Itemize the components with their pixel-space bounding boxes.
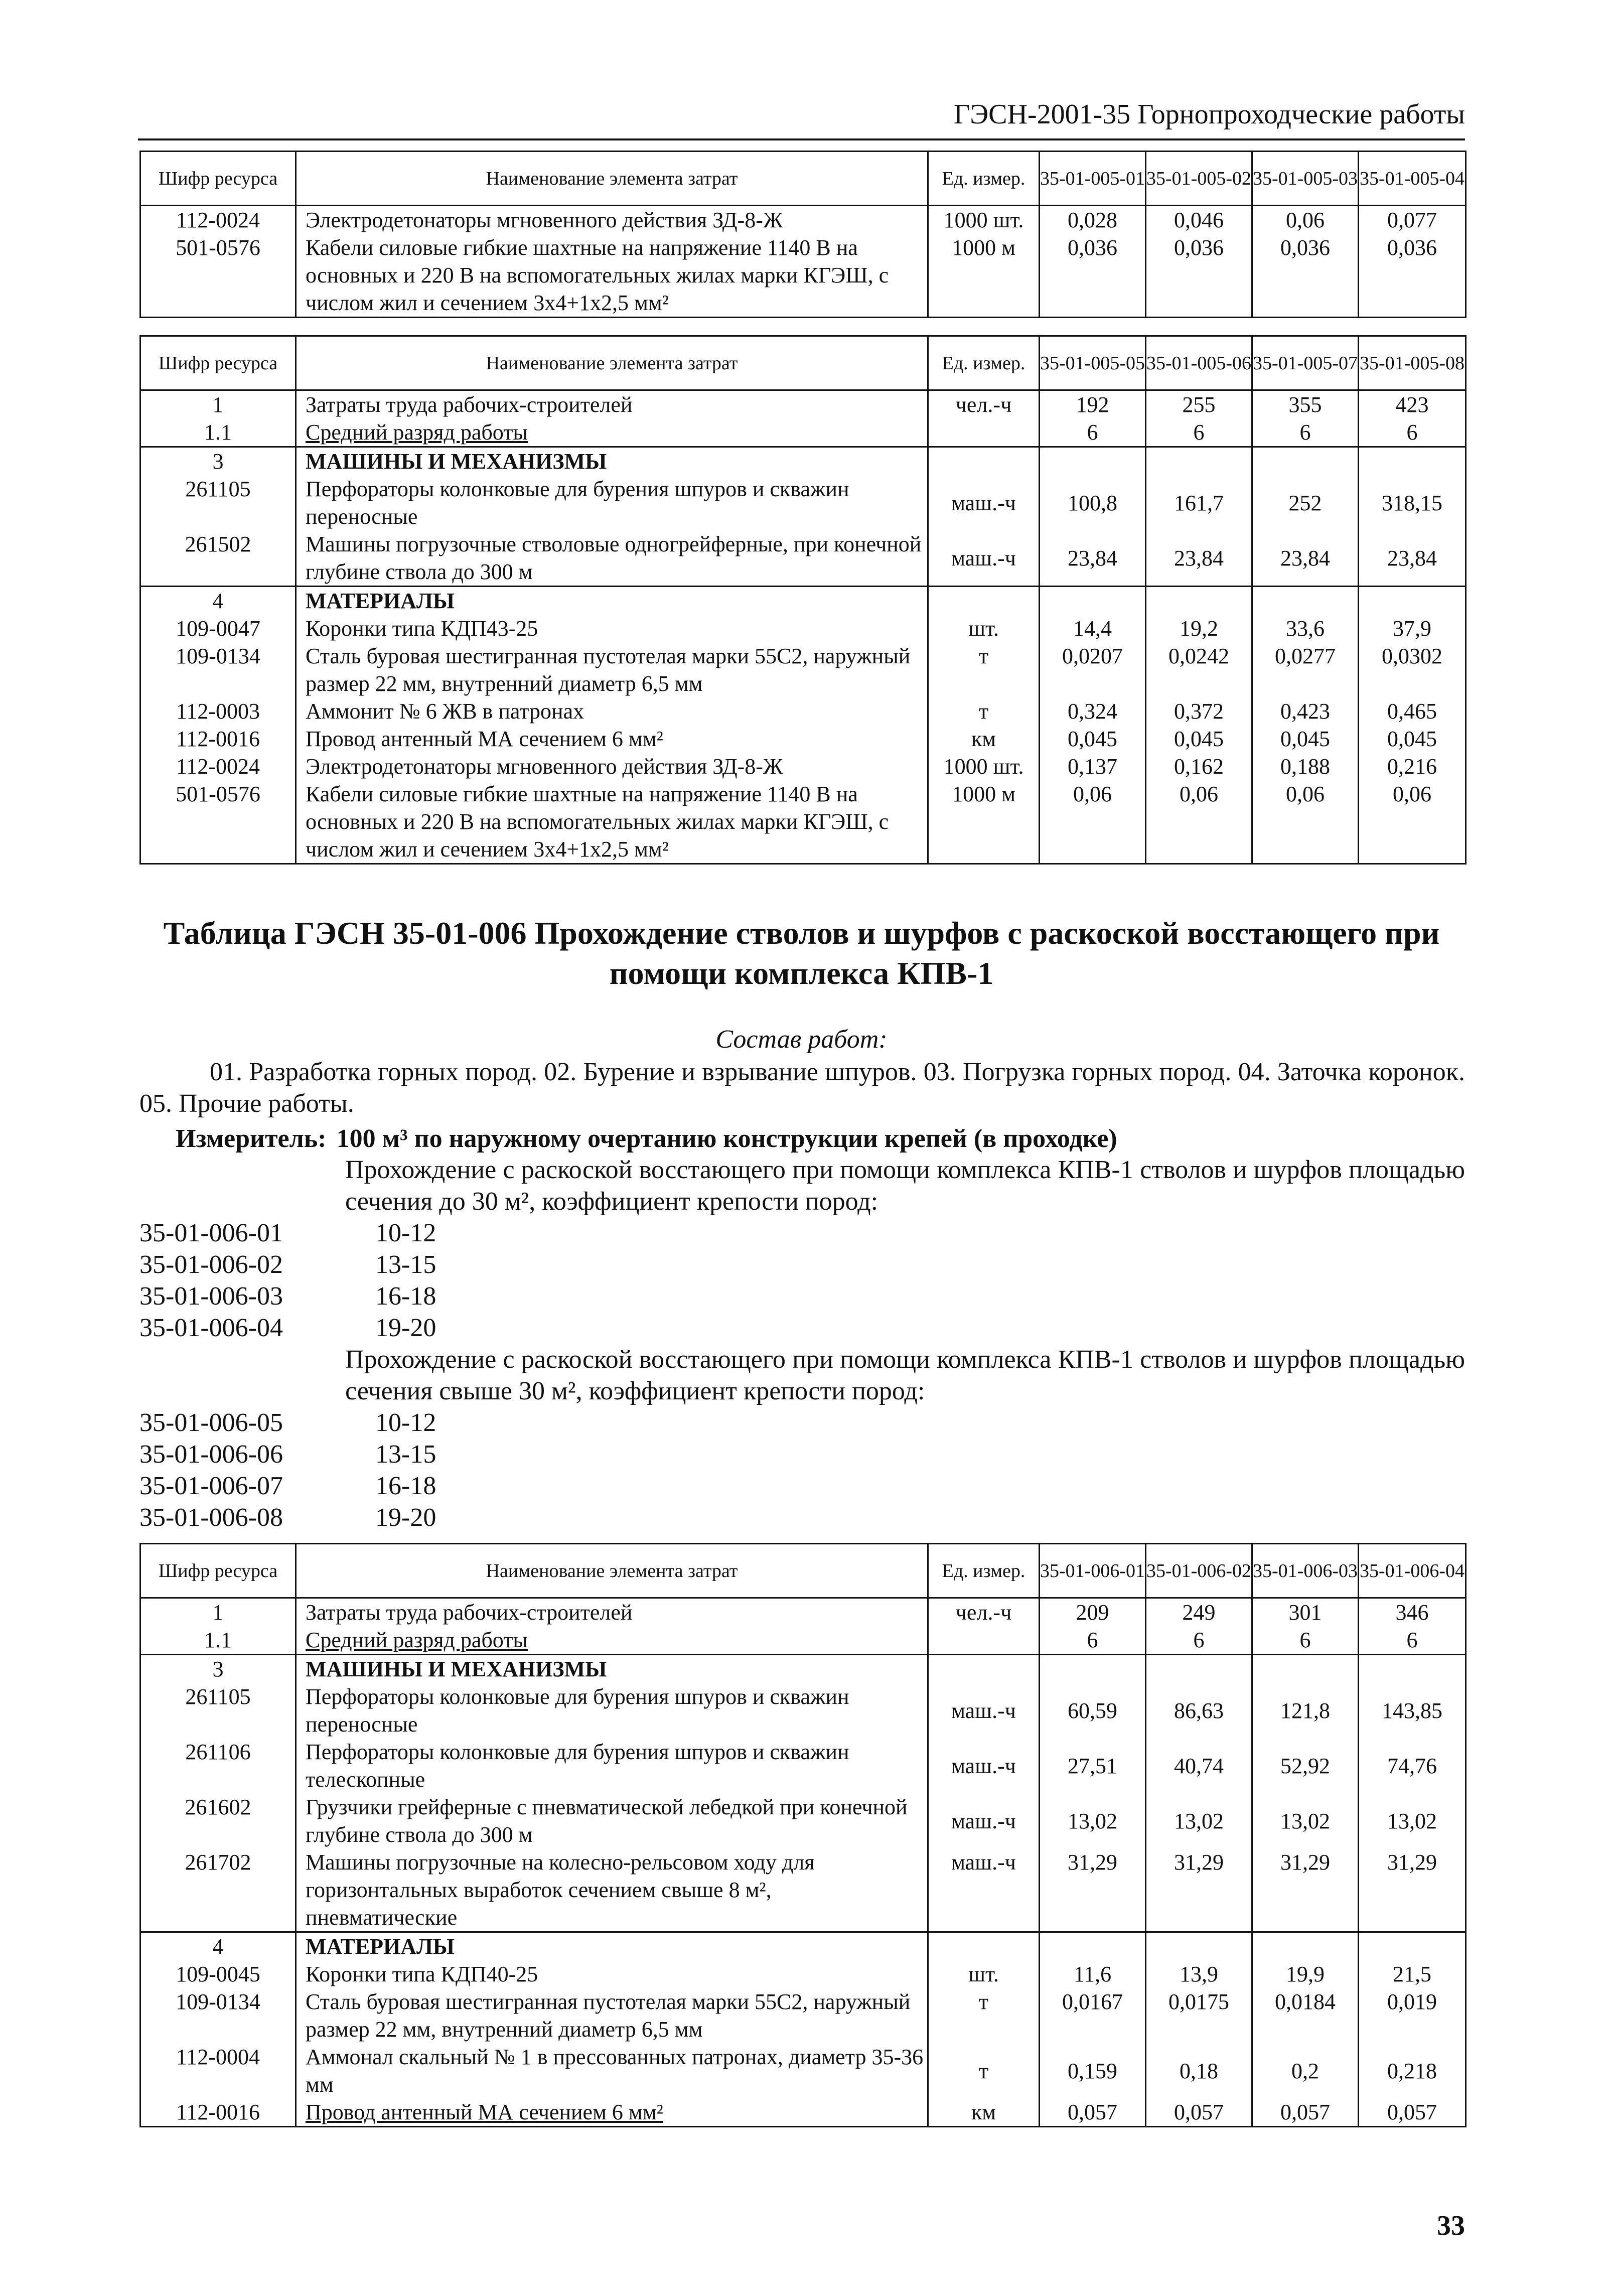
resource-code: 1.1 — [140, 418, 296, 447]
header-norm-code: 35-01-005-08 — [1359, 336, 1466, 390]
resource-value: 0,423 — [1252, 697, 1359, 725]
resource-unit: маш.-ч — [928, 530, 1040, 587]
resource-unit: чел.-ч — [928, 390, 1040, 419]
resource-name — [296, 1683, 928, 1738]
resource-name — [296, 753, 928, 780]
resource-value: 27,51 — [1040, 1738, 1146, 1793]
resource-code: 112-0003 — [140, 697, 296, 725]
resource-value: 74,76 — [1359, 1738, 1466, 1793]
table-header-row — [140, 1544, 1466, 1598]
resource-value: 249 — [1146, 1598, 1252, 1627]
resource-value — [1359, 1655, 1466, 1683]
measure-value: 100 м³ по наружному очертанию конструкции крепей (в проходке) — [336, 1124, 1117, 1153]
resource-name-text: Перфораторы колонковые для бурения шпуров и скважин переносные — [306, 1684, 849, 1737]
resource-code: 261105 — [140, 475, 296, 530]
resource-value: 318,15 — [1359, 475, 1466, 530]
table-row — [140, 1626, 1466, 1655]
resource-value: 31,29 — [1252, 1848, 1359, 1932]
resource-name — [296, 1598, 928, 1627]
resource-value: 0,0242 — [1146, 642, 1252, 697]
table-header-row — [140, 336, 1466, 390]
resource-value: 0,057 — [1359, 2098, 1466, 2127]
table-row — [140, 642, 1466, 697]
resource-code: 261602 — [140, 1793, 296, 1848]
rock-hardness-range: 19-20 — [375, 1314, 436, 1342]
resource-unit: чел.-ч — [928, 1598, 1040, 1627]
resource-name-text: Машины погрузочные стволовые одногрейферные, при конечной глубине ствола до 300 м — [306, 532, 922, 584]
norm-code: 35-01-006-04 — [139, 1314, 283, 1342]
work-composition-heading: Состав работ: — [715, 1025, 888, 1054]
resource-value: 13,02 — [1040, 1793, 1146, 1848]
resource-name — [296, 642, 928, 697]
resource-value: 209 — [1040, 1598, 1146, 1627]
resource-name — [296, 1738, 928, 1793]
resource-name-text: Сталь буровая шестигранная пустотелая марки 55С2, наружный размер 22 мм, внутренний диаметр 6,5 мм — [306, 644, 911, 696]
header-code: Шифр ресурса — [140, 152, 296, 206]
resource-code: 112-0016 — [140, 2098, 296, 2127]
resource-value: 0,06 — [1252, 206, 1359, 234]
resource-value: 11,6 — [1040, 1960, 1146, 1988]
resource-code: 261105 — [140, 1683, 296, 1738]
norm-code: 35-01-006-02 — [139, 1250, 283, 1279]
resource-name-text: Перфораторы колонковые для бурения шпуров и скважин переносные — [306, 477, 849, 529]
resource-value — [1146, 587, 1252, 615]
resource-value: 0,077 — [1359, 206, 1466, 234]
resource-value — [1146, 1655, 1252, 1683]
resource-name — [296, 530, 928, 587]
resource-code: 112-0024 — [140, 753, 296, 780]
resource-value: 13,9 — [1146, 1960, 1252, 1988]
resource-value: 0,06 — [1359, 780, 1466, 864]
rock-hardness-range: 16-18 — [375, 1282, 436, 1311]
resource-unit: шт. — [928, 615, 1040, 642]
resource-code: 501-0576 — [140, 780, 296, 864]
resource-value: 0,216 — [1359, 753, 1466, 780]
header-norm-code: 35-01-005-03 — [1252, 152, 1359, 206]
resource-table-1 — [139, 151, 1467, 318]
rock-hardness-range: 19-20 — [375, 1503, 436, 1532]
table-row — [140, 1655, 1466, 1683]
table-row — [140, 780, 1466, 864]
resource-unit: км — [928, 725, 1040, 753]
resource-name — [296, 615, 928, 642]
resource-value — [1359, 447, 1466, 476]
resource-value: 6 — [1040, 418, 1146, 447]
resource-value: 121,8 — [1252, 1683, 1359, 1738]
resource-value: 0,159 — [1040, 2043, 1146, 2098]
resource-code: 261502 — [140, 530, 296, 587]
header-unit: Ед. измер. — [928, 152, 1040, 206]
resource-value: 0,06 — [1146, 780, 1252, 864]
resource-value: 19,9 — [1252, 1960, 1359, 1988]
resource-name — [296, 1960, 928, 1988]
resource-table-3 — [139, 1543, 1467, 2127]
resource-value: 0,06 — [1040, 780, 1146, 864]
resource-value: 0,036 — [1252, 234, 1359, 318]
resource-value: 0,045 — [1359, 725, 1466, 753]
norm-code: 35-01-006-03 — [139, 1282, 283, 1311]
resource-value: 14,4 — [1040, 615, 1146, 642]
resource-unit — [928, 418, 1040, 447]
resource-name — [296, 1655, 928, 1683]
resource-name-text: Перфораторы колонковые для бурения шпуров и скважин телескопные — [306, 1740, 849, 1792]
table-row — [140, 1932, 1466, 1961]
resource-value: 40,74 — [1146, 1738, 1252, 1793]
resource-name — [296, 475, 928, 530]
table-row — [140, 475, 1466, 530]
resource-name-text: Провод антенный МА сечением 6 мм² — [306, 2100, 663, 2124]
resource-name — [296, 780, 928, 864]
resource-name-text: МАШИНЫ И МЕХАНИЗМЫ — [306, 1657, 607, 1681]
resource-code: 1 — [140, 1598, 296, 1627]
table-row — [140, 234, 1466, 318]
resource-unit: маш.-ч — [928, 1848, 1040, 1932]
resource-value: 52,92 — [1252, 1738, 1359, 1793]
resource-value: 0,0184 — [1252, 1988, 1359, 2043]
resource-value: 0,036 — [1146, 234, 1252, 318]
resource-name-text: Электродетонаторы мгновенного действия ЗД-8-Ж — [306, 208, 783, 232]
resource-value: 6 — [1359, 418, 1466, 447]
header-name: Наименование элемента затрат — [296, 152, 928, 206]
resource-code: 261106 — [140, 1738, 296, 1793]
resource-value: 23,84 — [1040, 530, 1146, 587]
resource-value: 0,0175 — [1146, 1988, 1252, 2043]
header-norm-code: 35-01-005-06 — [1146, 336, 1252, 390]
resource-value: 0,0207 — [1040, 642, 1146, 697]
resource-value: 0,0302 — [1359, 642, 1466, 697]
table-row — [140, 1988, 1466, 2043]
table-row — [140, 390, 1466, 419]
header-unit: Ед. измер. — [928, 1544, 1040, 1598]
resource-name-text: Кабели силовые гибкие шахтные на напряжение 1140 В на основных и 220 В на вспомогательных жилах марки КГЭШ, с числом жил и сечением 3х4+1х2,5 мм² — [306, 782, 889, 862]
resource-code: 4 — [140, 1932, 296, 1961]
resource-name — [296, 390, 928, 419]
table-row — [140, 206, 1466, 234]
resource-code: 261702 — [140, 1848, 296, 1932]
resource-code: 3 — [140, 1655, 296, 1683]
resource-code: 1.1 — [140, 1626, 296, 1655]
header-name: Наименование элемента затрат — [296, 1544, 928, 1598]
table-row — [140, 1960, 1466, 1988]
resource-name-text: Коронки типа КДП40-25 — [306, 1962, 538, 1986]
resource-unit: 1000 шт. — [928, 753, 1040, 780]
header-code: Шифр ресурса — [140, 336, 296, 390]
resource-unit: т — [928, 1988, 1040, 2043]
resource-name-text: МАТЕРИАЛЫ — [306, 1934, 455, 1959]
resource-name — [296, 697, 928, 725]
resource-code: 109-0045 — [140, 1960, 296, 1988]
resource-name-text: Затраты труда рабочих-строителей — [306, 392, 633, 417]
resource-value: 0,046 — [1146, 206, 1252, 234]
norm-code: 35-01-006-06 — [139, 1440, 283, 1469]
resource-name-text: Аммонит № 6 ЖВ в патронах — [306, 699, 584, 724]
resource-code: 109-0134 — [140, 642, 296, 697]
resource-value — [1146, 1932, 1252, 1961]
header-norm-code: 35-01-006-03 — [1252, 1544, 1359, 1598]
resource-name-text: Кабели силовые гибкие шахтные на напряжение 1140 В на основных и 220 В на вспомогательных жилах марки КГЭШ, с числом жил и сечением 3х4+1х2,5 мм² — [306, 235, 889, 315]
resource-value: 33,6 — [1252, 615, 1359, 642]
rock-hardness-range: 16-18 — [375, 1472, 436, 1500]
resource-unit: т — [928, 697, 1040, 725]
rock-hardness-range: 10-12 — [375, 1408, 436, 1437]
rock-hardness-range: 13-15 — [375, 1250, 436, 1279]
resource-value: 0,188 — [1252, 753, 1359, 780]
resource-value: 0,057 — [1252, 2098, 1359, 2127]
resource-value: 0,036 — [1040, 234, 1146, 318]
resource-name — [296, 1988, 928, 2043]
resource-value: 6 — [1252, 418, 1359, 447]
resource-value: 23,84 — [1359, 530, 1466, 587]
resource-value: 0,045 — [1252, 725, 1359, 753]
resource-code: 112-0024 — [140, 206, 296, 234]
resource-code: 109-0134 — [140, 1988, 296, 2043]
resource-code: 4 — [140, 587, 296, 615]
resource-name — [296, 1626, 928, 1655]
table-row — [140, 697, 1466, 725]
resource-value: 0,372 — [1146, 697, 1252, 725]
measure-label: Измеритель: — [176, 1124, 327, 1153]
resource-name — [296, 2043, 928, 2098]
resource-name — [296, 234, 928, 318]
page-number: 33 — [1437, 2210, 1465, 2241]
resource-name-text: Электродетонаторы мгновенного действия ЗД-8-Ж — [306, 754, 783, 779]
header-norm-code: 35-01-005-02 — [1146, 152, 1252, 206]
resource-name — [296, 725, 928, 753]
resource-value: 0,18 — [1146, 2043, 1252, 2098]
resource-value: 31,29 — [1146, 1848, 1252, 1932]
header-norm-code: 35-01-005-07 — [1252, 336, 1359, 390]
resource-value: 100,8 — [1040, 475, 1146, 530]
header-norm-code: 35-01-005-05 — [1040, 336, 1146, 390]
resource-value: 23,84 — [1146, 530, 1252, 587]
resource-value: 0,218 — [1359, 2043, 1466, 2098]
resource-value: 423 — [1359, 390, 1466, 419]
resource-unit: 1000 шт. — [928, 206, 1040, 234]
resource-unit — [928, 1932, 1040, 1961]
resource-value: 19,2 — [1146, 615, 1252, 642]
resource-value: 161,7 — [1146, 475, 1252, 530]
resource-value: 0,2 — [1252, 2043, 1359, 2098]
resource-value — [1146, 447, 1252, 476]
resource-name-text: Машины погрузочные на колесно-рельсовом ходу для горизонтальных выработок сечением свыше 8 м², пневматические — [306, 1850, 815, 1930]
resource-value: 60,59 — [1040, 1683, 1146, 1738]
table-row — [140, 418, 1466, 447]
resource-unit: 1000 м — [928, 234, 1040, 318]
resource-value: 0,162 — [1146, 753, 1252, 780]
resource-code: 1 — [140, 390, 296, 419]
table-row — [140, 2043, 1466, 2098]
resource-name — [296, 1932, 928, 1961]
resource-name-text: Средний разряд работы — [306, 420, 528, 445]
resource-value: 0,324 — [1040, 697, 1146, 725]
resource-value: 143,85 — [1359, 1683, 1466, 1738]
resource-unit: маш.-ч — [928, 1738, 1040, 1793]
resource-name-text: Затраты труда рабочих-строителей — [306, 1600, 633, 1625]
resource-value: 6 — [1040, 1626, 1146, 1655]
resource-value: 0,045 — [1146, 725, 1252, 753]
norm-code: 35-01-006-07 — [139, 1472, 283, 1500]
resource-unit — [928, 1655, 1040, 1683]
resource-value: 0,137 — [1040, 753, 1146, 780]
norm-code: 35-01-006-01 — [139, 1219, 283, 1247]
resource-name — [296, 1848, 928, 1932]
resource-value: 0,465 — [1359, 697, 1466, 725]
resource-value: 0,057 — [1040, 2098, 1146, 2127]
resource-code: 109-0047 — [140, 615, 296, 642]
header-norm-code: 35-01-006-02 — [1146, 1544, 1252, 1598]
rock-hardness-range: 13-15 — [375, 1440, 436, 1469]
header-norm-code: 35-01-006-04 — [1359, 1544, 1466, 1598]
table-row — [140, 725, 1466, 753]
resource-unit — [928, 587, 1040, 615]
resource-name-text: Средний разряд работы — [306, 1628, 528, 1652]
resource-value: 0,045 — [1040, 725, 1146, 753]
resource-value — [1252, 1655, 1359, 1683]
resource-unit: км — [928, 2098, 1040, 2127]
resource-name-text: МАТЕРИАЛЫ — [306, 589, 455, 613]
resource-name — [296, 587, 928, 615]
resource-name — [296, 206, 928, 234]
resource-value: 0,028 — [1040, 206, 1146, 234]
resource-name-text: МАШИНЫ И МЕХАНИЗМЫ — [306, 449, 607, 474]
resource-value: 255 — [1146, 390, 1252, 419]
resource-value — [1040, 587, 1146, 615]
resource-value: 6 — [1146, 418, 1252, 447]
measure-unit — [176, 1123, 1465, 1155]
resource-value — [1359, 1932, 1466, 1961]
resource-unit: маш.-ч — [928, 475, 1040, 530]
resource-value: 0,0167 — [1040, 1988, 1146, 2043]
header-norm-code: 35-01-005-04 — [1359, 152, 1466, 206]
header-name: Наименование элемента затрат — [296, 336, 928, 390]
resource-value: 37,9 — [1359, 615, 1466, 642]
resource-value: 6 — [1146, 1626, 1252, 1655]
resource-code: 501-0576 — [140, 234, 296, 318]
resource-value: 0,06 — [1252, 780, 1359, 864]
resource-unit — [928, 447, 1040, 476]
resource-name-text: Сталь буровая шестигранная пустотелая марки 55С2, наружный размер 22 мм, внутренний диаметр 6,5 мм — [306, 1989, 911, 2042]
resource-value: 31,29 — [1359, 1848, 1466, 1932]
table-row — [140, 1598, 1466, 1627]
table-row — [140, 447, 1466, 476]
resource-value: 0,036 — [1359, 234, 1466, 318]
resource-code: 112-0016 — [140, 725, 296, 753]
resource-value — [1252, 447, 1359, 476]
resource-value: 6 — [1252, 1626, 1359, 1655]
resource-value: 0,0277 — [1252, 642, 1359, 697]
resource-value: 13,02 — [1359, 1793, 1466, 1848]
table-row — [140, 530, 1466, 587]
table-row — [140, 1848, 1466, 1932]
resource-value: 0,019 — [1359, 1988, 1466, 2043]
norm-code: 35-01-006-05 — [139, 1408, 283, 1437]
resource-value — [1040, 447, 1146, 476]
resource-name — [296, 447, 928, 476]
section-title: Таблица ГЭСН 35-01-006 Прохождение стволов и шурфов с раскоской восстающего при помощи комплекса КПВ-1 — [163, 915, 1440, 991]
header-unit: Ед. измер. — [928, 336, 1040, 390]
resource-value: 252 — [1252, 475, 1359, 530]
resource-value: 86,63 — [1146, 1683, 1252, 1738]
group-description-2: Прохождение с раскоской восстающего при помощи комплекса КПВ-1 стволов и шурфов площадью сечения свыше 30 м², коэффициент крепости пород: — [345, 1345, 1465, 1405]
table-row — [140, 1738, 1466, 1793]
resource-unit: маш.-ч — [928, 1793, 1040, 1848]
table-row — [140, 615, 1466, 642]
resource-code: 3 — [140, 447, 296, 476]
resource-name-text: Аммонал скальный № 1 в прессованных патронах, диаметр 35-36 мм — [306, 2045, 924, 2097]
table-row — [140, 753, 1466, 780]
work-composition-text: 01. Разработка горных пород. 02. Бурение и взрывание шпуров. 03. Погрузка горных пород. 04. Заточка коронок. 05. Прочие работы. — [139, 1058, 1465, 1118]
resource-value — [1252, 587, 1359, 615]
resource-unit: т — [928, 2043, 1040, 2098]
resource-value: 0,057 — [1146, 2098, 1252, 2127]
norm-code: 35-01-006-08 — [139, 1503, 283, 1532]
resource-name — [296, 2098, 928, 2127]
resource-name-text: Грузчики грейферные с пневматической лебедкой при конечной глубине ствола до 300 м — [306, 1795, 908, 1847]
resource-value — [1252, 1932, 1359, 1961]
group-description-1: Прохождение с раскоской восстающего при помощи комплекса КПВ-1 стволов и шурфов площадью сечения до 30 м², коэффициент крепости пород: — [345, 1156, 1465, 1216]
header-code: Шифр ресурса — [140, 1544, 296, 1598]
resource-unit: маш.-ч — [928, 1683, 1040, 1738]
resource-unit: т — [928, 642, 1040, 697]
table-row — [140, 1793, 1466, 1848]
resource-unit: шт. — [928, 1960, 1040, 1988]
table-row — [140, 2098, 1466, 2127]
resource-table-2 — [139, 335, 1467, 865]
resource-value: 355 — [1252, 390, 1359, 419]
table-row — [140, 587, 1466, 615]
resource-value — [1359, 587, 1466, 615]
resource-code: 112-0004 — [140, 2043, 296, 2098]
resource-value: 13,02 — [1252, 1793, 1359, 1848]
header-norm-code: 35-01-006-01 — [1040, 1544, 1146, 1598]
page-header: ГЭСН-2001-35 Горнопроходческие работы — [138, 94, 1465, 140]
resource-name — [296, 1793, 928, 1848]
resource-value: 6 — [1359, 1626, 1466, 1655]
rock-hardness-range: 10-12 — [375, 1219, 436, 1247]
table-row — [140, 1683, 1466, 1738]
header-norm-code: 35-01-005-01 — [1040, 152, 1146, 206]
table-header-row — [140, 152, 1466, 206]
resource-name — [296, 418, 928, 447]
resource-value: 13,02 — [1146, 1793, 1252, 1848]
resource-value: 346 — [1359, 1598, 1466, 1627]
resource-value: 23,84 — [1252, 530, 1359, 587]
resource-value: 301 — [1252, 1598, 1359, 1627]
resource-name-text: Коронки типа КДП43-25 — [306, 616, 538, 641]
resource-value — [1040, 1655, 1146, 1683]
resource-name-text: Провод антенный МА сечением 6 мм² — [306, 727, 663, 751]
resource-value: 31,29 — [1040, 1848, 1146, 1932]
resource-unit: 1000 м — [928, 780, 1040, 864]
resource-value: 192 — [1040, 390, 1146, 419]
resource-value — [1040, 1932, 1146, 1961]
resource-unit — [928, 1626, 1040, 1655]
resource-value: 21,5 — [1359, 1960, 1466, 1988]
